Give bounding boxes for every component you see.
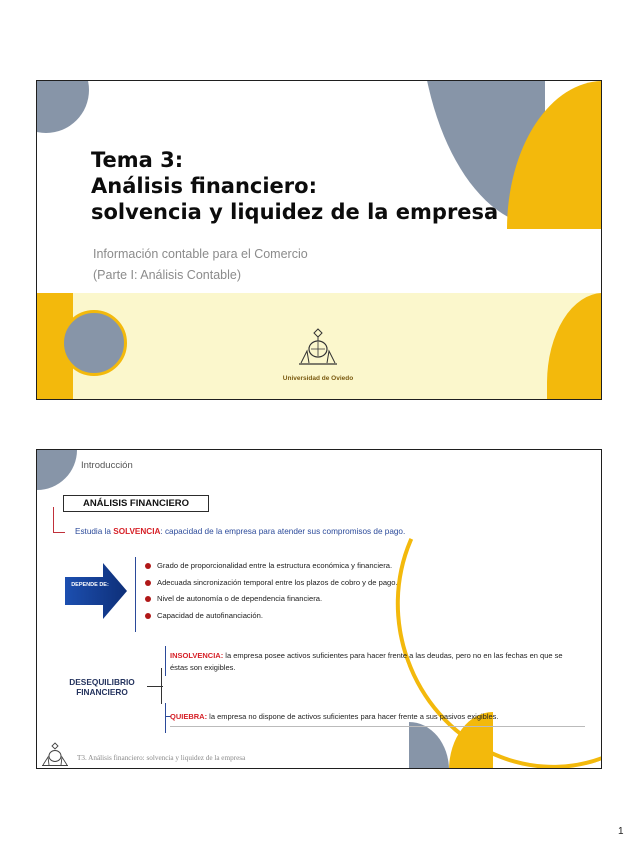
university-name: Universidad de Oviedo: [282, 375, 354, 382]
divider: [135, 557, 136, 632]
subtitle-line-2: (Parte I: Análisis Contable): [93, 268, 241, 282]
arrow-right-icon: [65, 563, 127, 619]
list-item: [145, 608, 398, 625]
subtitle-line-1: Información contable para el Comercio: [93, 247, 308, 261]
bullet-icon: [145, 580, 151, 586]
divider: [170, 726, 585, 727]
slide-1: [36, 80, 602, 400]
slide-title: [91, 147, 498, 225]
concept-box: ANÁLISIS FINANCIERO: [63, 495, 209, 512]
page-number: 1: [618, 826, 624, 837]
connector-line: [165, 646, 166, 676]
list-item-text: Grado de proporcionalidad entre la estructura económica y financiera.: [157, 561, 393, 570]
list-item: [145, 575, 398, 592]
bankruptcy-definition: [170, 712, 586, 721]
solvency-definition: [75, 526, 457, 538]
decor-circle-slate: [61, 310, 127, 376]
list-item-text: Adecuada sincronización temporal entre los plazos de cobro y de pago.: [157, 577, 398, 587]
decor-circle-top-left: [36, 80, 89, 133]
university-crest-icon: [297, 327, 339, 367]
connector-line: [147, 686, 163, 687]
factor-list: [145, 558, 398, 624]
imbalance-label: DESEQUILIBRIO FINANCIERO: [69, 677, 135, 697]
bankruptcy-text: la empresa no dispone de activos suficientes para hacer frente a sus pasivos exigibles.: [207, 712, 499, 721]
bankruptcy-term: QUIEBRA:: [170, 712, 208, 721]
insolvency-text: la empresa posee activos suficientes para hacer frente a las deudas, pero no en las fechas en que se éstas son exigibles.: [170, 651, 563, 672]
bullet-icon: [145, 613, 151, 619]
decor-circle-top-left: [36, 449, 77, 490]
definition-text: : capacidad de la empresa para atender sus compromisos de pago.: [160, 527, 406, 536]
insolvency-definition: [170, 650, 582, 673]
definition-keyword: SOLVENCIA: [113, 527, 161, 536]
bullet-icon: [145, 596, 151, 602]
insolvency-term: INSOLVENCIA:: [170, 651, 224, 660]
list-item: [145, 558, 398, 575]
section-title: Introducción: [81, 460, 133, 471]
decor-slate-corner: [409, 722, 449, 769]
university-crest-icon: [41, 741, 69, 767]
title-line-1: Tema 3:: [91, 148, 184, 172]
slide-footer: T3. Análisis financiero: solvencia y liquidez de la empresa: [77, 754, 246, 762]
definition-prefix: Estudia la: [75, 527, 114, 536]
title-line-3: solvencia y liquidez de la empresa: [91, 200, 499, 224]
title-line-2: Análisis financiero:: [91, 174, 317, 198]
depends-label: DEPENDE DE:: [71, 582, 109, 588]
bullet-icon: [145, 563, 151, 569]
connector-line: [165, 703, 166, 733]
slide-2: [36, 449, 602, 769]
list-item-text: Capacidad de autofinanciación.: [157, 610, 263, 620]
list-item: [145, 591, 398, 608]
list-item-text: Nivel de autonomía o de dependencia financiera.: [157, 594, 323, 603]
slide-subtitle: [93, 244, 308, 286]
